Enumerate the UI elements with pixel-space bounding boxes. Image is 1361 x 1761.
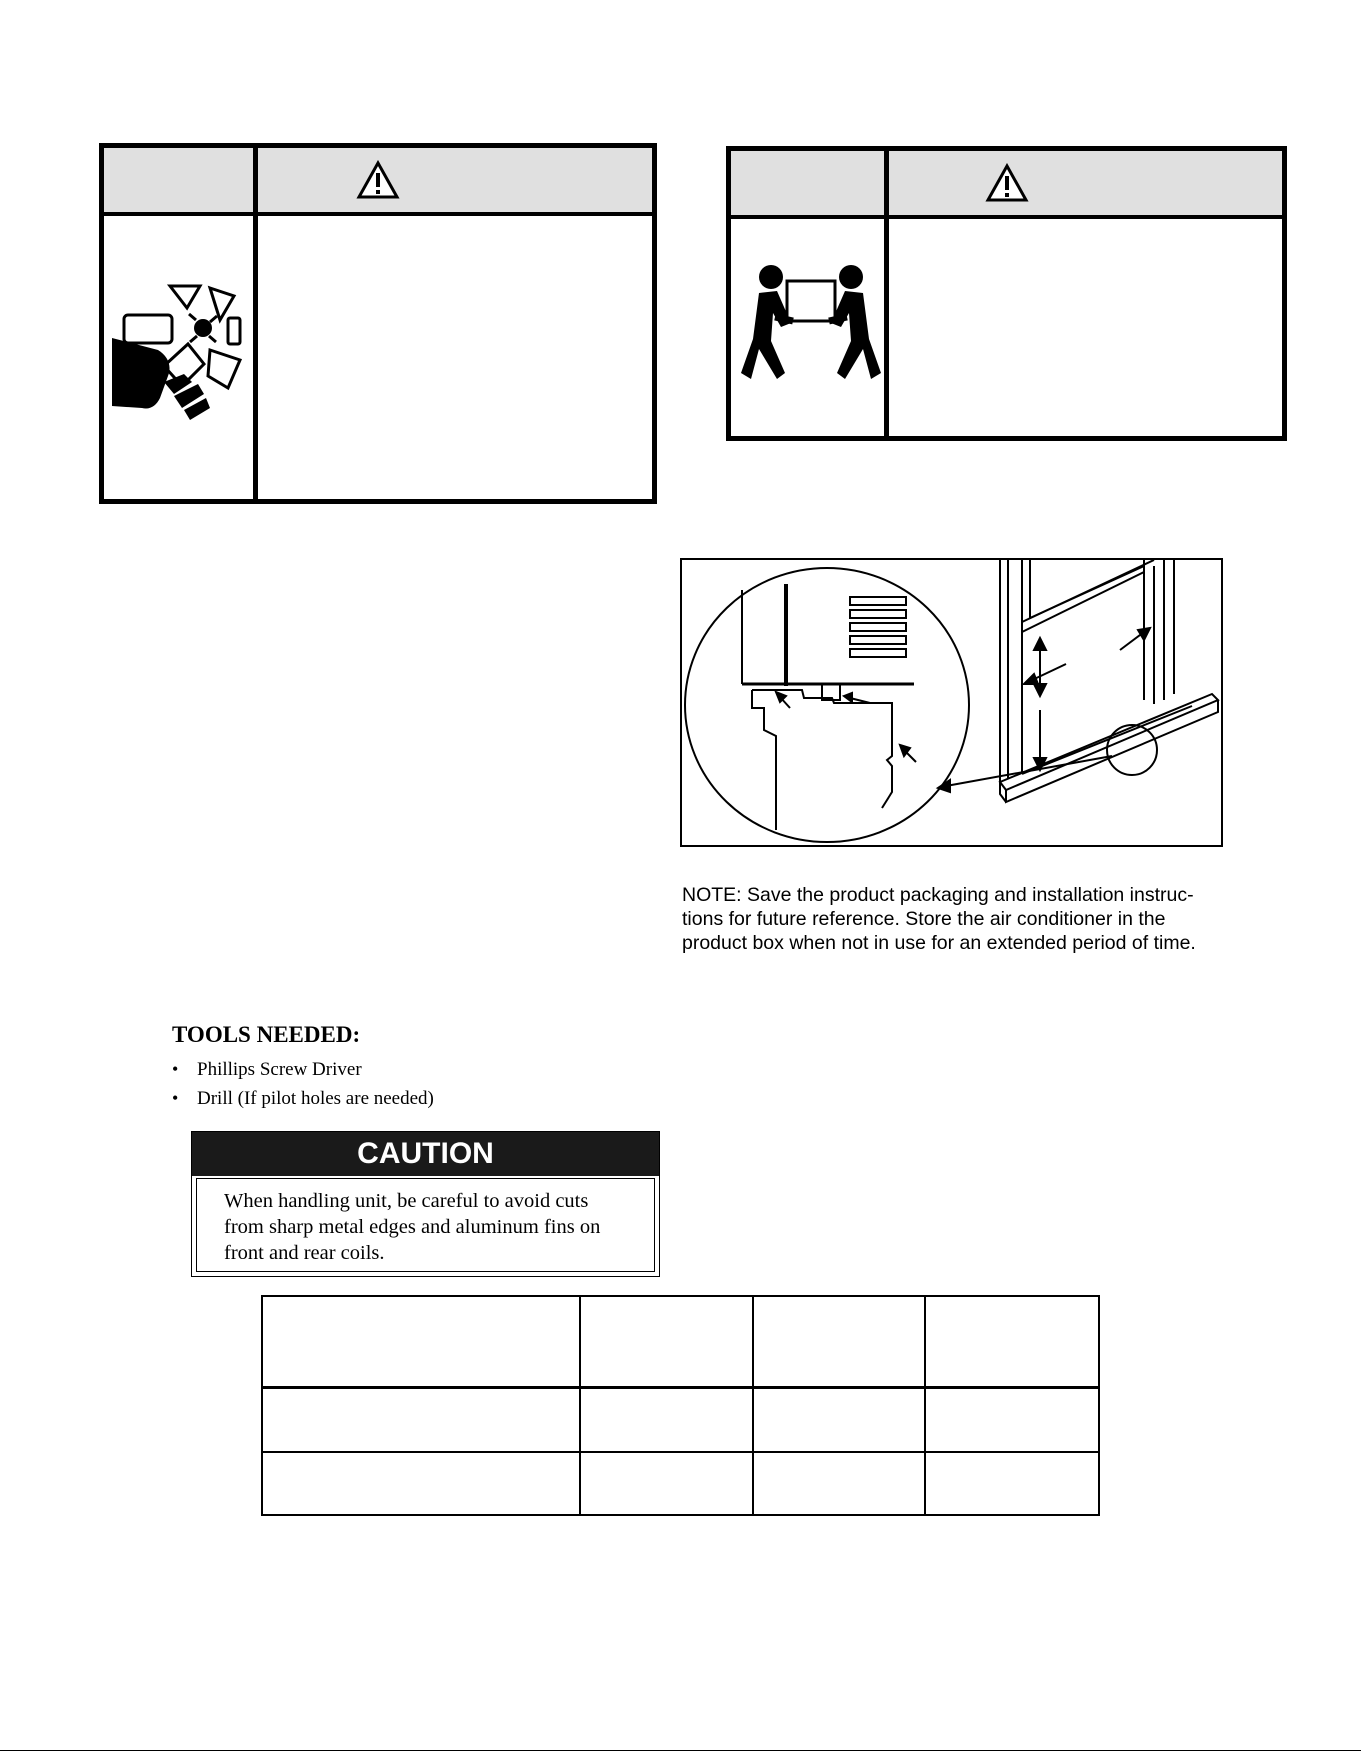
table-cell <box>753 1296 925 1388</box>
caution-title: CAUTION <box>192 1132 659 1176</box>
table-cell <box>925 1388 1099 1453</box>
caution-box <box>191 1131 660 1277</box>
footer-rule <box>0 1750 1361 1751</box>
table-cell <box>262 1452 580 1515</box>
warning-divider <box>253 148 258 499</box>
table-cell <box>580 1296 753 1388</box>
table-cell <box>753 1452 925 1515</box>
table-row <box>262 1452 1099 1515</box>
warning-header <box>104 148 652 216</box>
table-cell <box>262 1296 580 1388</box>
spec-table <box>261 1295 1100 1516</box>
caution-text: When handling unit, be careful to avoid cuts from sharp metal edges and aluminum fins on front and rear coils. <box>224 1190 601 1264</box>
list-item: • Drill (If pilot holes are needed) <box>172 1084 434 1113</box>
list-item: • Phillips Screw Driver <box>172 1055 434 1084</box>
window-sill-diagram <box>680 558 1223 847</box>
tools-title: TOOLS NEEDED: <box>172 1022 361 1047</box>
table-row <box>262 1296 1099 1388</box>
diagram-drawing <box>682 560 1221 845</box>
warning-triangle-icon <box>356 160 400 200</box>
tools-list <box>172 1055 434 1113</box>
warning-divider <box>884 151 889 436</box>
warning-header <box>731 151 1282 219</box>
table-cell <box>925 1296 1099 1388</box>
table-cell <box>580 1452 753 1515</box>
table-cell <box>262 1388 580 1453</box>
two-person-lift-icon <box>741 263 881 403</box>
warning-box-lift <box>726 146 1287 441</box>
fan-blade-hand-hazard-icon <box>112 278 250 428</box>
table-cell <box>753 1388 925 1453</box>
table-cell <box>925 1452 1099 1515</box>
note-text: NOTE: Save the product packaging and installation instruc- tions for future reference. Store the air conditioner in the product box when not in use for an extended period of time. <box>682 884 1196 954</box>
warning-triangle-icon <box>985 163 1029 203</box>
warning-box-fan <box>99 143 657 504</box>
table-cell <box>580 1388 753 1453</box>
table-row <box>262 1388 1099 1453</box>
